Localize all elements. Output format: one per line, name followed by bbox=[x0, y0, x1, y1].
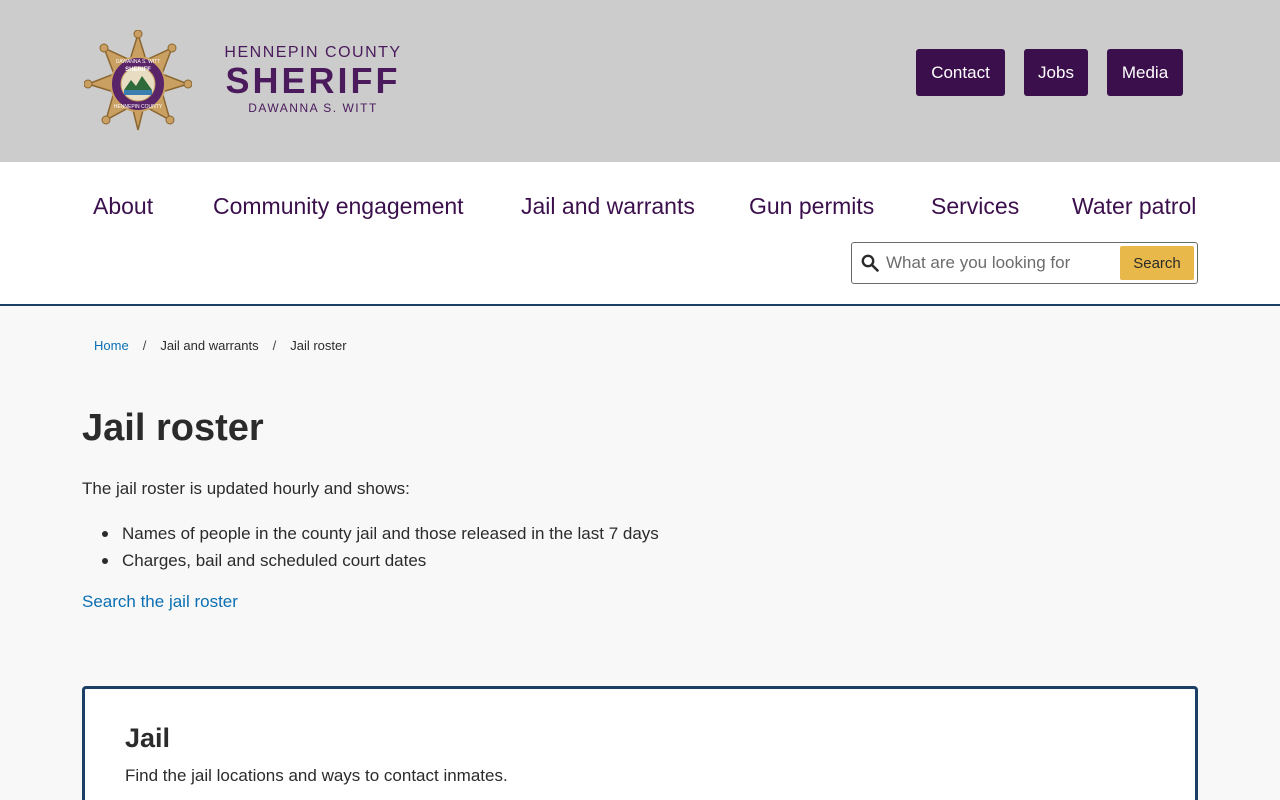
breadcrumb-home-link[interactable]: Home bbox=[94, 338, 129, 353]
jail-card[interactable] bbox=[82, 686, 1198, 800]
logo-sheriff: SHERIFF bbox=[225, 60, 401, 101]
search-jail-roster-link[interactable]: Search the jail roster bbox=[82, 592, 238, 611]
nav-item-jail-and-warrants[interactable]: Jail and warrants bbox=[521, 193, 695, 219]
sheriff-star-badge-icon bbox=[84, 30, 192, 134]
card-description: Find the jail locations and ways to contact inmates. bbox=[125, 766, 508, 785]
breadcrumb-separator: / bbox=[272, 338, 277, 353]
nav-item-gun-permits[interactable]: Gun permits bbox=[749, 193, 875, 219]
list-item: Charges, bail and scheduled court dates bbox=[82, 547, 659, 574]
logo-sheriff-name: DAWANNA S. WITT bbox=[248, 101, 378, 115]
search-input[interactable] bbox=[886, 249, 1116, 277]
roster-info-list bbox=[82, 520, 659, 574]
badge-top-text: DAWANNA S. WITT bbox=[115, 59, 161, 65]
logo-county: HENNEPIN COUNTY bbox=[224, 44, 402, 61]
page-title: Jail roster bbox=[82, 407, 264, 449]
search-button[interactable]: Search bbox=[1120, 246, 1194, 280]
card-title: Jail bbox=[125, 723, 171, 753]
list-item: Names of people in the county jail and those released in the last 7 days bbox=[82, 520, 659, 547]
badge-bottom-text: HENNEPIN COUNTY bbox=[113, 104, 163, 110]
nav-item-services[interactable]: Services bbox=[931, 193, 1020, 219]
site-header bbox=[0, 0, 1280, 162]
contact-button[interactable]: Contact bbox=[916, 49, 1005, 96]
main-navigation bbox=[0, 162, 1280, 306]
media-button[interactable]: Media bbox=[1107, 49, 1183, 96]
nav-item-about[interactable]: About bbox=[93, 193, 154, 219]
nav-item-water-patrol[interactable]: Water patrol bbox=[1072, 193, 1197, 219]
nav-item-community-engagement[interactable]: Community engagement bbox=[213, 193, 464, 219]
intro-text: The jail roster is updated hourly and shows: bbox=[82, 479, 410, 498]
breadcrumb bbox=[94, 336, 347, 356]
site-search bbox=[851, 242, 1198, 284]
sheriff-logo-link[interactable] bbox=[84, 30, 404, 134]
badge-middle-text: SHERIFF bbox=[125, 67, 151, 73]
logo-wordmark bbox=[222, 44, 404, 116]
search-icon bbox=[861, 254, 879, 272]
breadcrumb-jail-and-warrants[interactable]: Jail and warrants bbox=[160, 338, 259, 353]
breadcrumb-separator: / bbox=[142, 338, 147, 353]
jobs-button[interactable]: Jobs bbox=[1024, 49, 1088, 96]
breadcrumb-current: Jail roster bbox=[290, 338, 347, 353]
